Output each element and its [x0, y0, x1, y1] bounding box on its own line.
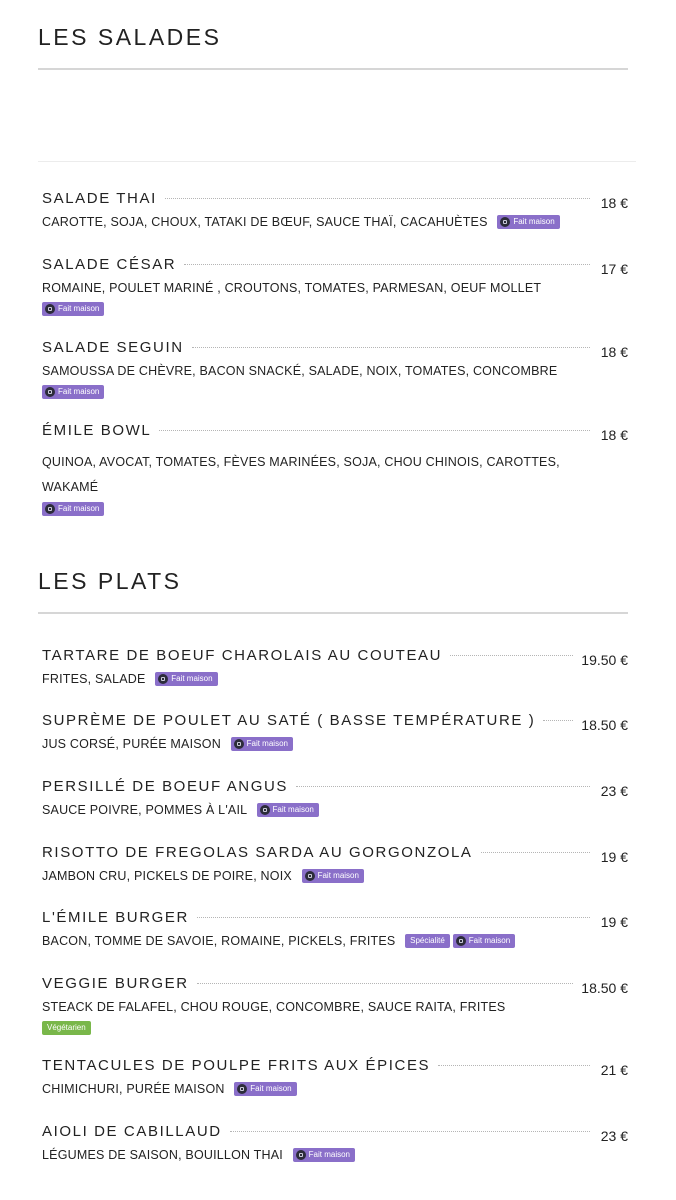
item-description: JAMBON CRU, PICKELS DE POIRE, NOIX: [42, 869, 292, 883]
item-price: 19 €: [600, 914, 628, 930]
menu-item-emile-burger: [42, 909, 628, 952]
item-price: 18.50 €: [581, 980, 628, 996]
item-name: TENTACULES DE POULPE FRITS AUX ÉPICES: [42, 1057, 431, 1074]
fait-maison-badge: Fait maison: [231, 737, 293, 751]
item-price: 18.50 €: [581, 717, 628, 733]
section-title-plats: LES PLATS: [38, 568, 182, 594]
item-price: 18 €: [600, 344, 628, 360]
item-description: ROMAINE, POULET MARINÉ , CROUTONS, TOMATES, PARMESAN, OEUF MOLLET: [42, 281, 542, 295]
item-name: RISOTTO DE FREGOLAS SARDA AU GORGONZOLA: [42, 844, 473, 861]
item-description: QUINOA, AVOCAT, TOMATES, FÈVES MARINÉES, SOJA, CHOU CHINOIS, CAROTTES, WAKAMÉ: [42, 455, 560, 494]
item-description: CAROTTE, SOJA, CHOUX, TATAKI DE BŒUF, SAUCE THAÏ, CACAHUÈTES: [42, 215, 488, 229]
item-name: L'ÉMILE BURGER: [42, 909, 189, 926]
chef-hat-icon: [45, 387, 55, 397]
item-name: SALADE CÉSAR: [42, 256, 177, 273]
fait-maison-badge: Fait maison: [42, 302, 104, 316]
leader-dots: [197, 917, 590, 918]
fait-maison-badge: Fait maison: [302, 869, 364, 883]
item-price: 19.50 €: [581, 652, 628, 668]
leader-dots: [543, 720, 573, 721]
leader-dots: [481, 852, 590, 853]
item-description: SAUCE POIVRE, POMMES À L'AIL: [42, 803, 247, 817]
leader-dots: [438, 1065, 590, 1066]
item-name: AIOLI DE CABILLAUD: [42, 1123, 222, 1140]
fait-maison-badge: Fait maison: [234, 1082, 296, 1096]
item-name: ÉMILE BOWL: [42, 422, 152, 439]
item-price: 18 €: [600, 427, 628, 443]
chef-hat-icon: [45, 504, 55, 514]
menu-item-emile-bowl: [42, 422, 628, 519]
leader-dots: [296, 786, 590, 787]
chef-hat-icon: [456, 936, 466, 946]
fait-maison-badge: Fait maison: [42, 385, 104, 399]
item-price: 19 €: [600, 849, 628, 865]
item-description: SAMOUSSA DE CHÈVRE, BACON SNACKÉ, SALADE, NOIX, TOMATES, CONCOMBRE: [42, 364, 558, 378]
vegetarien-badge: Végétarien: [42, 1021, 91, 1035]
leader-dots: [230, 1131, 590, 1132]
section-divider: [38, 68, 628, 70]
item-name: TARTARE DE BOEUF CHAROLAIS AU COUTEAU: [42, 647, 443, 664]
chef-hat-icon: [500, 217, 510, 227]
item-name: SALADE THAI: [42, 190, 157, 207]
item-name: VEGGIE BURGER: [42, 975, 189, 992]
menu-item-persille-boeuf: [42, 778, 628, 821]
item-price: 21 €: [600, 1062, 628, 1078]
menu-item-salade-thai: [42, 190, 628, 233]
chef-hat-icon: [45, 304, 55, 314]
item-name: PERSILLÉ DE BOEUF ANGUS: [42, 778, 289, 795]
item-description: JUS CORSÉ, PURÉE MAISON: [42, 737, 221, 751]
item-name: SUPRÈME DE POULET AU SATÉ ( BASSE TEMPÉRATURE ): [42, 712, 536, 729]
item-price: 23 €: [600, 1128, 628, 1144]
chef-hat-icon: [296, 1150, 306, 1160]
divider-light: [38, 161, 636, 162]
item-name: SALADE SEGUIN: [42, 339, 184, 356]
fait-maison-badge: Fait maison: [42, 502, 104, 516]
menu-item-aioli-cabillaud: [42, 1123, 628, 1166]
leader-dots: [184, 264, 590, 265]
item-description: BACON, TOMME DE SAVOIE, ROMAINE, PICKELS, FRITES: [42, 934, 396, 948]
item-price: 17 €: [600, 261, 628, 277]
fait-maison-badge: Fait maison: [497, 215, 559, 229]
section-title-salades: LES SALADES: [38, 24, 222, 50]
fait-maison-badge: Fait maison: [293, 1148, 355, 1162]
item-description: STEACK DE FALAFEL, CHOU ROUGE, CONCOMBRE, SAUCE RAITA, FRITES: [42, 1000, 506, 1014]
menu-item-risotto: [42, 844, 628, 887]
item-description: FRITES, SALADE: [42, 672, 146, 686]
item-price: 18 €: [600, 195, 628, 211]
menu-item-supreme-poulet: [42, 712, 628, 755]
chef-hat-icon: [260, 805, 270, 815]
chef-hat-icon: [234, 739, 244, 749]
fait-maison-badge: Fait maison: [453, 934, 515, 948]
leader-dots: [159, 430, 590, 431]
leader-dots: [165, 198, 590, 199]
leader-dots: [450, 655, 573, 656]
menu-item-tartare: [42, 647, 628, 690]
chef-hat-icon: [305, 871, 315, 881]
chef-hat-icon: [237, 1084, 247, 1094]
chef-hat-icon: [158, 674, 168, 684]
fait-maison-badge: Fait maison: [257, 803, 319, 817]
leader-dots: [197, 983, 574, 984]
menu-item-salade-seguin: [42, 339, 628, 402]
specialite-badge: Spécialité: [405, 934, 450, 948]
fait-maison-badge: Fait maison: [155, 672, 217, 686]
menu-item-veggie-burger: [42, 975, 628, 1038]
leader-dots: [192, 347, 590, 348]
section-divider: [38, 612, 628, 614]
menu-item-salade-cesar: [42, 256, 628, 319]
item-price: 23 €: [600, 783, 628, 799]
item-description: LÉGUMES DE SAISON, BOUILLON THAI: [42, 1148, 283, 1162]
item-description: CHIMICHURI, PURÉE MAISON: [42, 1082, 225, 1096]
menu-item-tentacules-poulpe: [42, 1057, 628, 1100]
